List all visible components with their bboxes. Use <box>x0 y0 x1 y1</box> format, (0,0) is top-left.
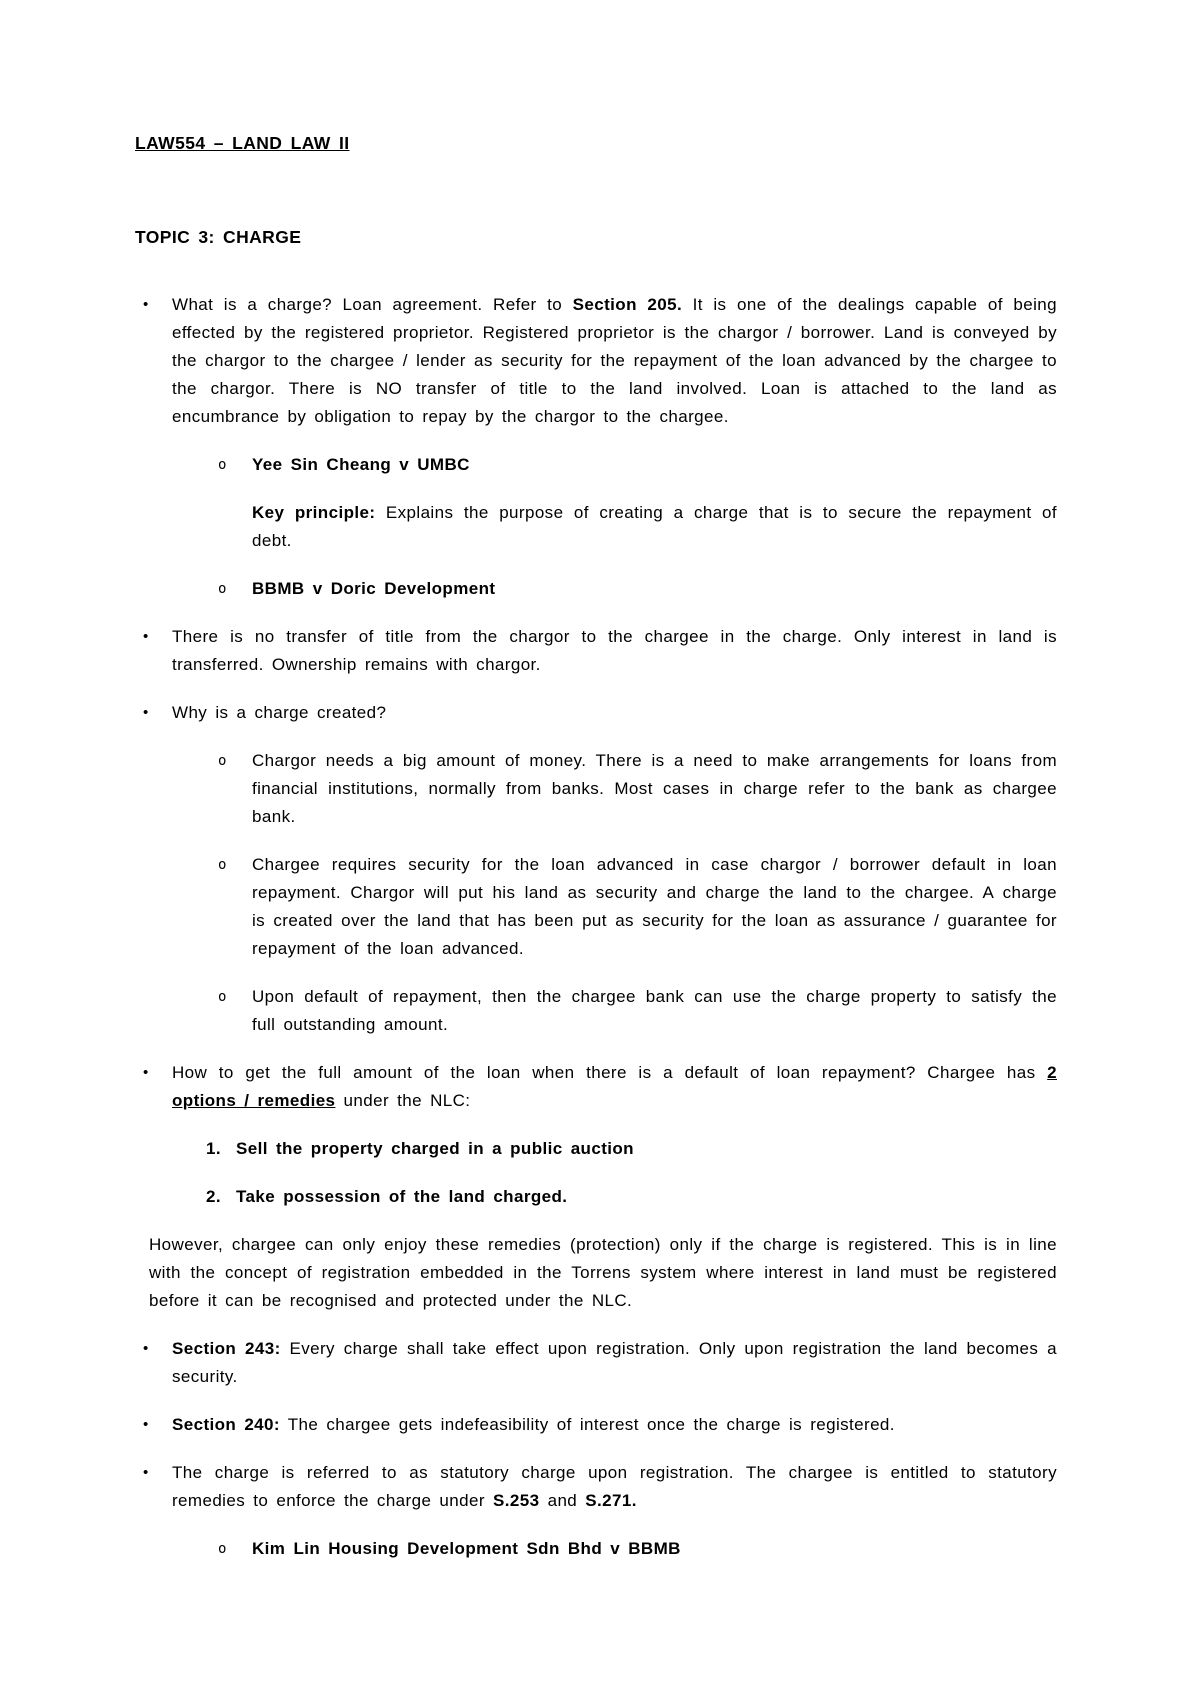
case-name: Kim Lin Housing Development Sdn Bhd v BBMB <box>252 1539 681 1558</box>
sub-bullet-upon-default <box>218 983 1057 1039</box>
paragraph-text <box>172 1459 1057 1515</box>
paragraph-text <box>172 291 1057 431</box>
circle-bullet-icon: o <box>218 753 227 769</box>
paragraph-text <box>172 1059 1057 1115</box>
sub-bullet-case-bbmb-doric <box>218 575 1057 603</box>
text-run-bold: Key principle: <box>252 503 376 522</box>
list-number: 1. <box>206 1139 221 1158</box>
circle-bullet-icon: o <box>218 1541 227 1557</box>
sub-bullet-case-kim-lin <box>218 1535 1057 1563</box>
text-run: Explains the purpose of creating a charge that is to secure the repayment of debt. <box>252 503 1057 550</box>
paragraph-text: Chargor needs a big amount of money. There is a need to make arrangements for loans from financial institutions, normally from banks. Most cases in charge refer to the bank as chargee bank. <box>252 751 1057 826</box>
paragraph-text <box>172 1411 1057 1439</box>
bullet-icon: • <box>143 1340 149 1357</box>
sub-bullet-case-yee-sin-cheang <box>218 451 1057 479</box>
text-run: Every charge shall take effect upon registration. Only upon registration the land becomes a security. <box>172 1339 1057 1386</box>
circle-bullet-icon: o <box>218 989 227 1005</box>
case-name: Yee Sin Cheang v UMBC <box>252 455 470 474</box>
bullet-icon: • <box>143 1416 149 1433</box>
bullet-statutory-charge <box>135 1459 1057 1515</box>
sub-bullet-chargor-needs-money <box>218 747 1057 831</box>
numbered-item-sell-property <box>206 1135 1057 1163</box>
text-run-bold: S.271. <box>585 1491 637 1510</box>
text-run: under the NLC: <box>335 1091 471 1110</box>
text-run: The chargee gets indefeasibility of interest once the charge is registered. <box>279 1415 895 1434</box>
paragraph-text <box>252 499 1057 555</box>
bullet-why-charge-created <box>135 699 1057 727</box>
paragraph-text: Why is a charge created? <box>172 703 387 722</box>
bullet-icon: • <box>143 628 149 645</box>
list-item-text: Sell the property charged in a public auction <box>236 1139 634 1158</box>
circle-bullet-icon: o <box>218 457 227 473</box>
paragraph-text: There is no transfer of title from the chargor to the chargee in the charge. Only interest in land is transferred. Ownership remains with chargor. <box>172 627 1057 674</box>
bullet-no-transfer-of-title <box>135 623 1057 679</box>
paragraph-text: Chargee requires security for the loan advanced in case chargor / borrower default in loan repayment. Chargor will put his land as security and charge the land to the chargee. A charge is created over the land that has been put as security for the loan as assurance / guarantee for repayment of the loan advanced. <box>252 855 1057 958</box>
text-run-bold: S.253 <box>493 1491 540 1510</box>
text-run-bold: Section 243: <box>172 1339 281 1358</box>
topic-heading: TOPIC 3: CHARGE <box>135 227 302 247</box>
bullet-what-is-a-charge <box>135 291 1057 431</box>
doc-title: LAW554 – LAND LAW II <box>135 133 350 153</box>
paragraph-text: However, chargee can only enjoy these remedies (protection) only if the charge is registered. This is in line with the concept of registration embedded in the Torrens system where interest in land must be registered before it can be recognised and protected under the NLC. <box>149 1235 1057 1310</box>
bullet-icon: • <box>143 1064 149 1081</box>
sub-bullet-chargee-requires-security <box>218 851 1057 963</box>
circle-bullet-icon: o <box>218 857 227 873</box>
paragraph-however-remedies <box>149 1231 1057 1315</box>
numbered-item-take-possession <box>206 1183 1057 1211</box>
circle-bullet-icon: o <box>218 581 227 597</box>
list-item-text: Take possession of the land charged. <box>236 1187 568 1206</box>
key-principle-paragraph <box>252 499 1057 555</box>
bullet-icon: • <box>143 296 149 313</box>
bullet-icon: • <box>143 704 149 721</box>
bullet-section-243 <box>135 1335 1057 1391</box>
text-run-bold: Section 240: <box>172 1415 280 1434</box>
bullet-icon: • <box>143 1464 149 1481</box>
paragraph-text <box>172 1335 1057 1391</box>
text-run: How to get the full amount of the loan when there is a default of loan repayment? Chargee has <box>172 1063 1048 1082</box>
text-run-bold-underline: 2 options / remedies <box>172 1063 1057 1110</box>
text-run: What is a charge? Loan agreement. Refer to <box>172 295 573 314</box>
text-run-bold: Section 205. <box>572 295 683 314</box>
bullet-how-to-get-full-amount <box>135 1059 1057 1115</box>
bullet-section-240 <box>135 1411 1057 1439</box>
list-number: 2. <box>206 1187 221 1206</box>
paragraph-text: Upon default of repayment, then the chargee bank can use the charge property to satisfy the full outstanding amount. <box>252 987 1057 1034</box>
text-run: and <box>539 1491 586 1510</box>
text-run: It is one of the dealings capable of being effected by the registered proprietor. Registered proprietor is the chargor / borrower. Land is conveyed by the chargor to the chargee / lender as security for the repayment of the loan advanced by the chargee to the chargor. There is NO transfer of title to the land involved. Loan is attached to the land as encumbrance by obligation to repay by the chargor to the chargee. <box>172 295 1057 426</box>
text-run: The charge is referred to as statutory charge upon registration. The chargee is entitled to statutory remedies to enforce the charge under <box>172 1463 1057 1510</box>
case-name: BBMB v Doric Development <box>252 579 496 598</box>
